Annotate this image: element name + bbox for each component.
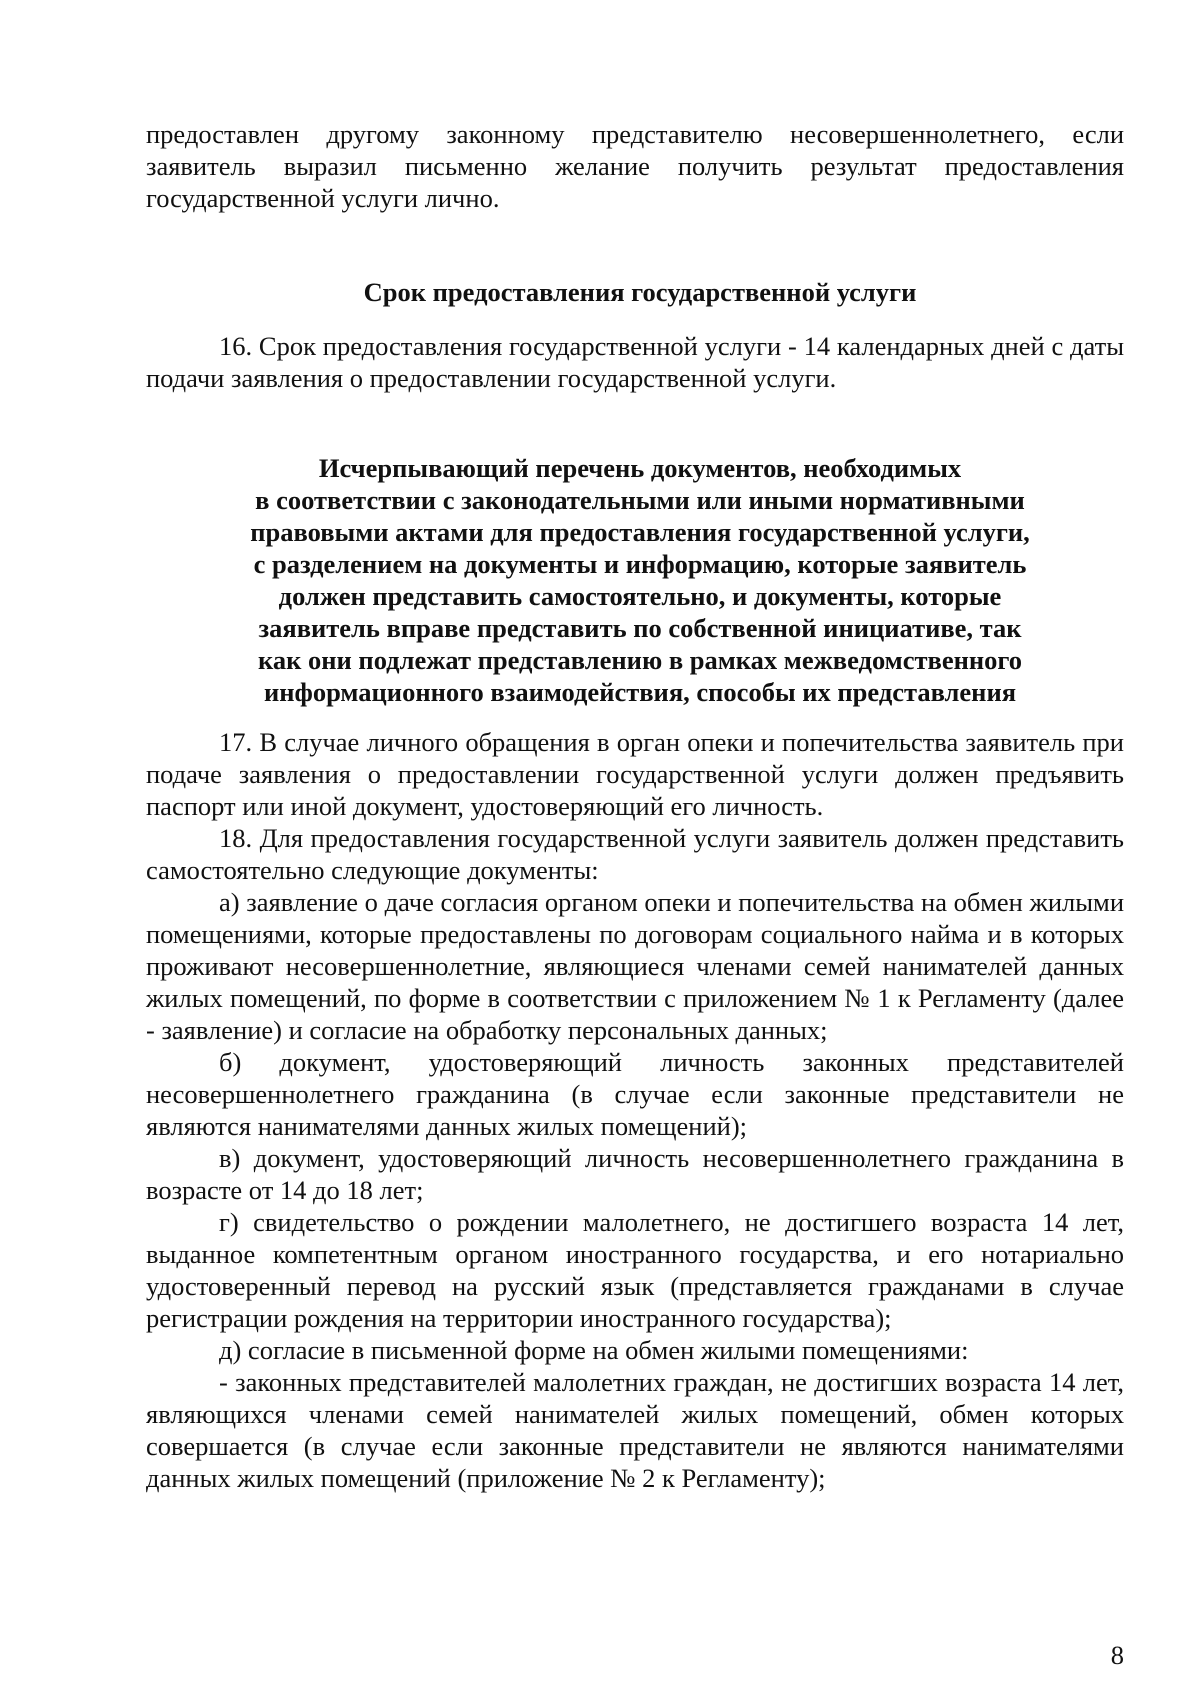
heading-line: должен представить самостоятельно, и документы, которые — [278, 581, 1002, 611]
heading-line: с разделением на документы и информацию, которые заявитель — [253, 549, 1027, 579]
list-item-b: б) документ, удостоверяющий личность законных представителей несовершеннолетнего гражданина (в случае если законные представители не являются нанимателями данных жилых помещений); — [146, 1047, 1124, 1141]
intro-paragraph: предоставлен другому законному представителю несовершеннолетнего, если заявитель выразил письменно желание получить результат предоставления государственной услуги лично. — [146, 119, 1124, 213]
list-item-g: г) свидетельство о рождении малолетнего, не достигшего возраста 14 лет, выданное компетентным органом иностранного государства, и его нотариально удостоверенный перевод на русский язык (представляется гражданами в случае регистрации рождения на территории иностранного государства); — [146, 1207, 1124, 1333]
heading-line: заявитель вправе представить по собственной инициативе, так — [258, 613, 1022, 643]
paragraph-17: 17. В случае личного обращения в орган опеки и попечительства заявитель при подаче заявления о предоставлении государственной услуги должен предъявить паспорт или иной документ, удостоверяющий его личность. — [146, 727, 1124, 821]
list-item-a: а) заявление о даче согласия органом опеки и попечительства на обмен жилыми помещениями, которые предоставлены по договорам социального найма и в которых проживают несовершеннолетние, являющиеся членами семей нанимателей данных жилых помещений, по форме в соответствии с приложением № 1 к Регламенту (далее - заявление) и согласие на обработку персональных данных; — [146, 887, 1124, 1045]
heading-line: правовыми актами для предоставления государственной услуги, — [250, 517, 1030, 547]
list-item-d: д) согласие в письменной форме на обмен жилыми помещениями: — [219, 1335, 969, 1365]
heading-line: как они подлежат представлению в рамках межведомственного — [258, 645, 1022, 675]
heading-line: Исчерпывающий перечень документов, необходимых — [318, 453, 962, 483]
paragraph-16: 16. Срок предоставления государственной услуги - 14 календарных дней с даты подачи заявления о предоставлении государственной услуги. — [146, 331, 1124, 393]
section-heading-document-list — [146, 452, 1124, 708]
paragraph-18: 18. Для предоставления государственной услуги заявитель должен представить самостоятельно следующие документы: — [146, 823, 1124, 885]
heading-line: в соответствии с законодательными или иными нормативными — [255, 485, 1025, 515]
section-heading-service-term: Срок предоставления государственной услуги — [363, 277, 917, 307]
heading-line: информационного взаимодействия, способы их представления — [263, 677, 1017, 707]
page-number: 8 — [1110, 1640, 1124, 1670]
document-page — [146, 118, 1124, 1494]
list-item-d-subitem: - законных представителей малолетних граждан, не достигших возраста 14 лет, являющихся членами семей нанимателей жилых помещений, обмен которых совершается (в случае если законные представители не являются нанимателями данных жилых помещений (приложение № 2 к Регламенту); — [146, 1367, 1124, 1493]
list-item-v: в) документ, удостоверяющий личность несовершеннолетнего гражданина в возрасте от 14 до 18 лет; — [146, 1143, 1124, 1205]
